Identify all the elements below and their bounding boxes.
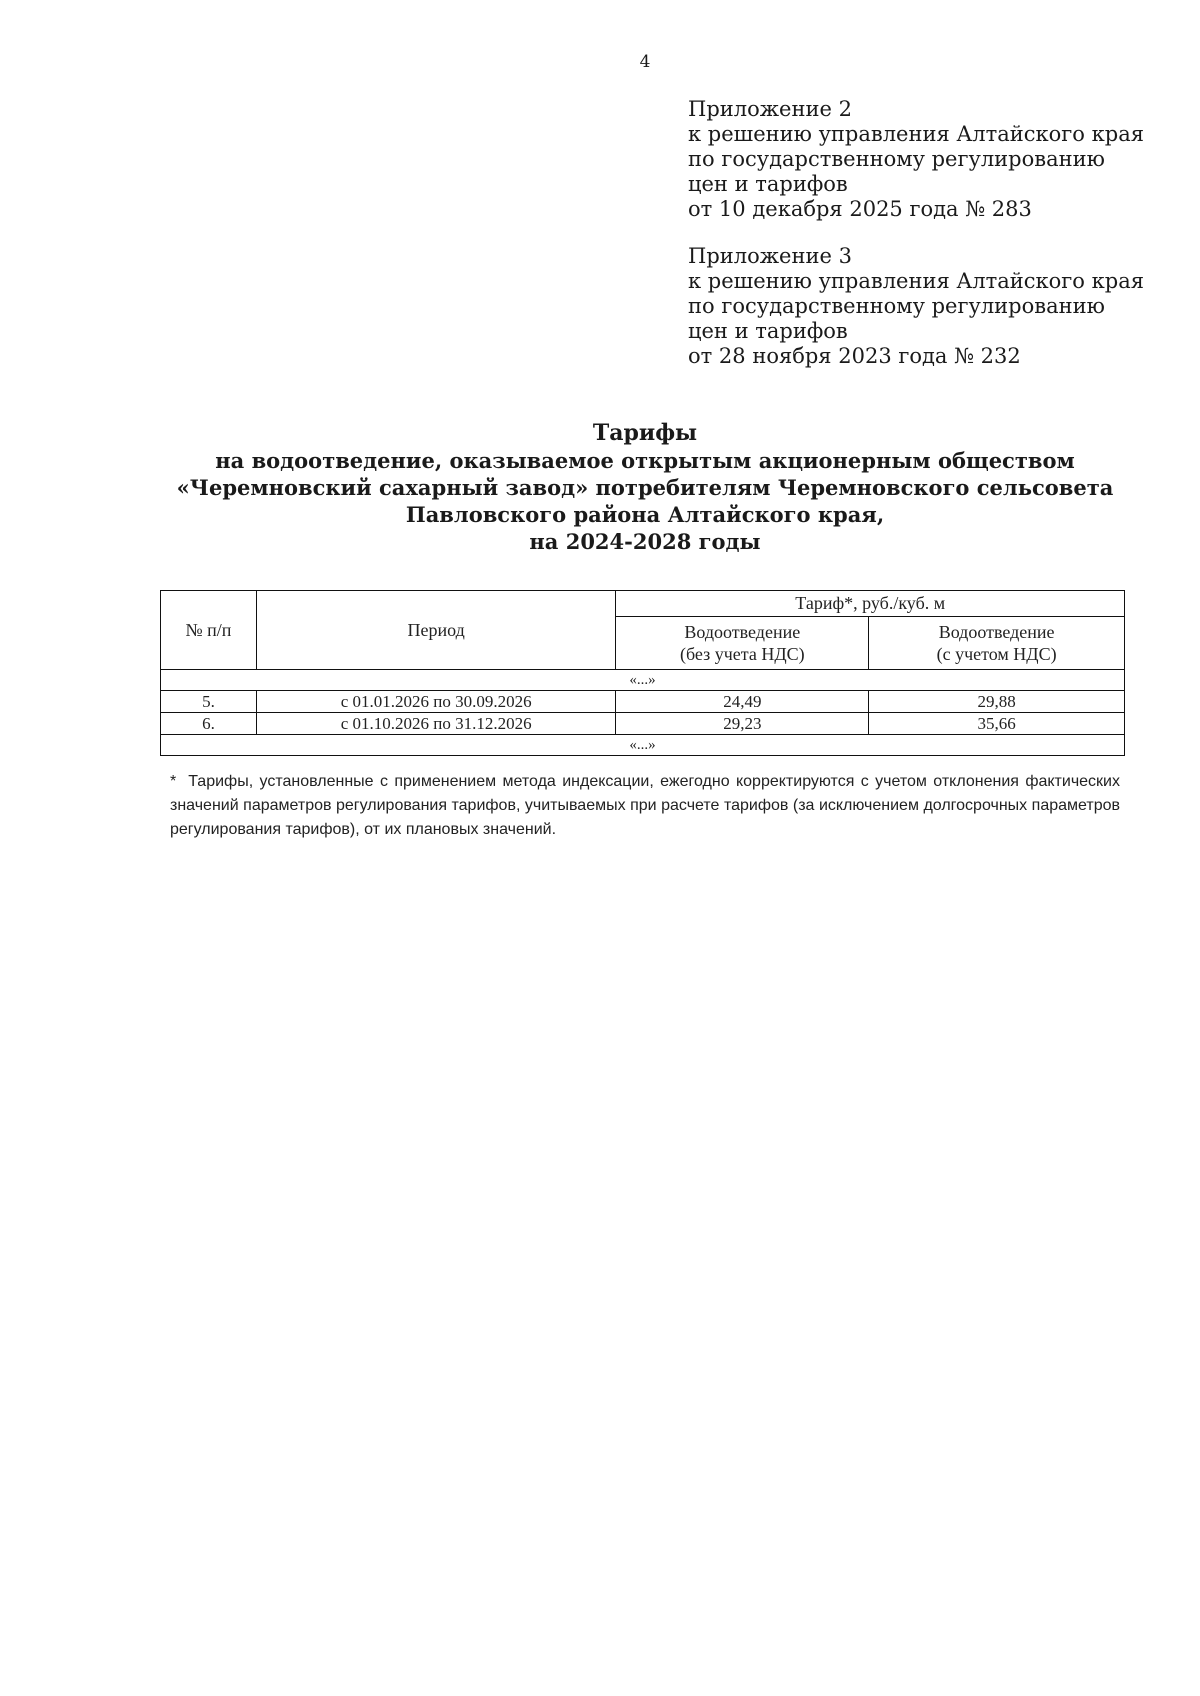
header-tariff: Тариф*, руб./куб. м [616,591,1125,617]
appendix-3-line: к решению управления Алтайского края [688,269,1144,293]
title-main: Тарифы [592,420,698,446]
footnote-text: Тарифы, установленные с применением метода индексации, ежегодно корректируются с учетом отклонения фактических значений параметров регулирования тарифов, учитываемых при расчете тарифов (за исключением долгосрочных параметров регулирования тарифов), от их плановых значений. [170,773,1120,838]
appendix-2-line: от 10 декабря 2025 года № 283 [688,197,1032,221]
title-line: на 2024-2028 годы [529,529,761,554]
tariff-table [160,590,1125,756]
appendix-2-line: Приложение 2 [688,97,852,121]
cell-num: 5. [161,691,257,713]
appendix-3-block [688,244,1148,369]
header-num: № п/п [161,591,257,670]
document-title [160,420,1130,555]
header-without-vat [616,617,869,670]
cell-with-vat: 35,66 [869,713,1125,735]
title-line: Павловского района Алтайского края, [405,502,885,527]
appendix-2-line: к решению управления Алтайского края [688,122,1144,146]
appendix-2-line: по государственному регулированию [688,147,1105,171]
cell-period: с 01.10.2026 по 31.12.2026 [256,713,616,735]
title-line: «Черемновский сахарный завод» потребителям Черемновского сельсовета [176,475,1114,500]
cell-period: с 01.01.2026 по 30.09.2026 [256,691,616,713]
cell-without-vat: 29,23 [616,713,869,735]
cell-without-vat: 24,49 [616,691,869,713]
table-ellipsis-bottom: «...» [161,735,1125,756]
header-without-vat-line2: (без учета НДС) [679,644,805,664]
appendix-3-line: от 28 ноября 2023 года № 232 [688,344,1021,368]
footnote [170,770,1120,842]
table-row [161,691,1125,713]
appendix-3-line: Приложение 3 [688,244,852,268]
header-period: Период [256,591,616,670]
header-with-vat-line2: (с учетом НДС) [936,644,1057,664]
table-ellipsis-top: «...» [161,670,1125,691]
header-with-vat [869,617,1125,670]
cell-with-vat: 29,88 [869,691,1125,713]
appendix-3-line: цен и тарифов [688,319,848,343]
title-line: на водоотведение, оказываемое открытым акционерным обществом [215,448,1075,473]
page-number: 4 [639,52,651,72]
cell-num: 6. [161,713,257,735]
table-row [161,713,1125,735]
appendix-2-block [688,97,1148,222]
header-with-vat-line1: Водоотведение [938,622,1055,642]
footnote-mark: * [170,773,177,790]
header-without-vat-line1: Водоотведение [684,622,801,642]
appendix-3-line: по государственному регулированию [688,294,1105,318]
appendix-2-line: цен и тарифов [688,172,848,196]
